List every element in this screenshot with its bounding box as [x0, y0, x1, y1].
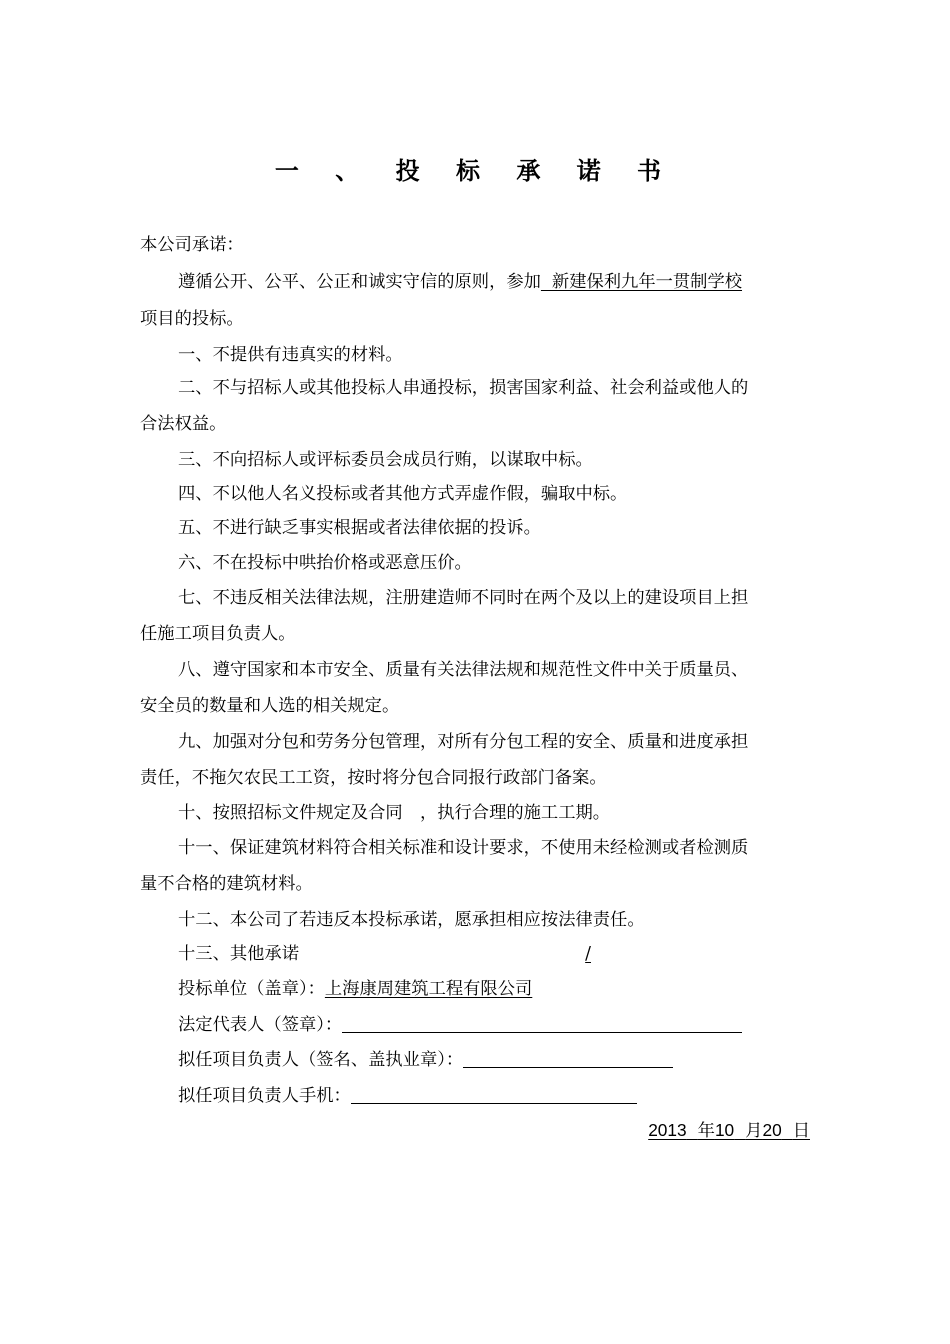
legal-rep-blank — [342, 1014, 742, 1033]
item-10: 十、按照招标文件规定及合同 ，执行合理的施工工期。 — [178, 803, 611, 823]
date-year: 2013 — [648, 1120, 687, 1140]
item-13-value: / — [585, 944, 591, 964]
pm-sign-line — [178, 1048, 858, 1072]
project-name: 新建保利九年一贯制学校 — [540, 272, 743, 292]
intro-line: 本公司承诺： — [140, 235, 244, 255]
item-3: 三、不向招标人或评标委员会成员行贿，以谋取中标。 — [178, 450, 593, 470]
item-9-line-1: 九、加强对分包和劳务分包管理，对所有分包工程的安全、质量和进度承担 — [178, 732, 749, 752]
item-11-line-1: 十一、保证建筑材料符合相关标准和设计要求，不使用未经检测或者检测质 — [178, 838, 749, 858]
bidder-label: 投标单位（盖章）： — [178, 979, 325, 999]
bidder-value: 上海康周建筑工程有限公司 — [324, 979, 533, 999]
page-title: 一 、 投 标 承 诺 书 — [274, 157, 676, 185]
item-7-line-1: 七、不违反相关法律法规，注册建造师不同时在两个及以上的建设项目上担 — [178, 588, 749, 608]
item-6: 六、不在投标中哄抬价格或恶意压价。 — [178, 553, 472, 573]
pm-phone-label: 拟任项目负责人手机： — [178, 1086, 351, 1106]
item-13-line — [178, 942, 858, 966]
item-2-line-1: 二、不与招标人或其他投标人串通投标，损害国家利益、社会利益或他人的 — [178, 378, 749, 398]
pm-sign-label: 拟任项目负责人（签名、盖执业章）： — [178, 1050, 464, 1070]
date-month-unit: 月 — [745, 1121, 763, 1141]
date-month: 10 — [714, 1120, 735, 1140]
item-1: 一、不提供有违真实的材料。 — [178, 345, 403, 365]
para1-suffix: 项目的投标。 — [140, 309, 244, 329]
item-13-label: 十三、其他承诺 — [178, 944, 299, 964]
legal-rep-label: 法定代表人（签章）： — [178, 1015, 343, 1035]
item-5: 五、不进行缺乏事实根据或者法律依据的投诉。 — [178, 518, 541, 538]
date-line — [610, 1118, 810, 1143]
bidder-line — [178, 977, 858, 1001]
item-12: 十二、本公司了若违反本投标承诺，愿承担相应按法律责任。 — [178, 910, 645, 930]
date-day-unit: 日 — [792, 1121, 810, 1141]
date-day: 20 — [762, 1120, 782, 1140]
item-7-line-2: 任施工项目负责人。 — [140, 624, 296, 644]
item-9-line-2: 责任，不拖欠农民工工资，按时将分包合同报行政部门备案。 — [140, 768, 607, 788]
item-8-line-2: 安全员的数量和人选的相关规定。 — [140, 696, 400, 716]
item-8-line-1: 八、遵守国家和本市安全、质量有关法律法规和规范性文件中关于质量员、 — [178, 660, 749, 680]
item-11-line-2: 量不合格的建筑材料。 — [140, 874, 313, 894]
pm-phone-line — [178, 1084, 858, 1108]
date-year-unit: 年 — [697, 1121, 715, 1141]
para1-line — [178, 270, 858, 294]
item-2-line-2: 合法权益。 — [140, 414, 227, 434]
item-4: 四、不以他人名义投标或者其他方式弄虚作假，骗取中标。 — [178, 484, 628, 504]
para1-prefix: 遵循公开、公平、公正和诚实守信的原则，参加 — [178, 272, 541, 292]
legal-rep-line — [178, 1013, 858, 1037]
pm-sign-blank — [463, 1049, 673, 1068]
pm-phone-blank — [351, 1085, 637, 1104]
